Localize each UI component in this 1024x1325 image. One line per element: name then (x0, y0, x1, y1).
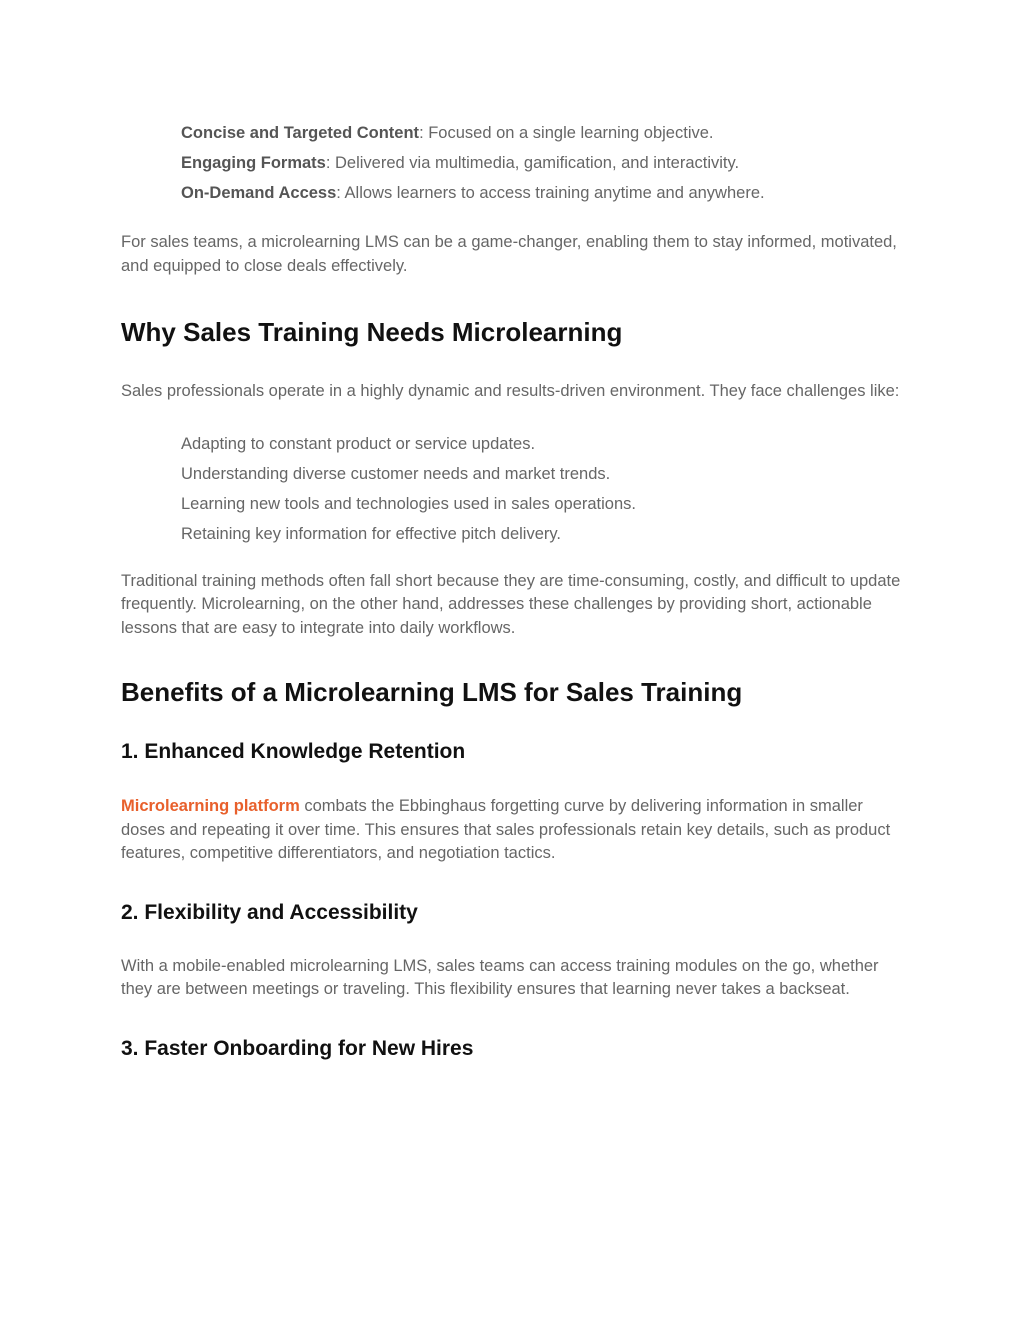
list-item: Understanding diverse customer needs and market trends. (181, 464, 611, 483)
list-item (181, 178, 901, 208)
list-item: Learning new tools and technologies used in sales operations. (181, 494, 636, 513)
benefit-2-paragraph: With a mobile-enabled microlearning LMS, sales teams can access training modules on the go, whether they are between meetings or traveling. This flexibility ensures that learning never takes a backseat. (121, 956, 879, 998)
list-item (181, 118, 901, 148)
section-heading-why: Why Sales Training Needs Microlearning (121, 317, 623, 347)
intro-paragraph: For sales teams, a microlearning LMS can be a game-changer, enabling them to stay informed, motivated, and equipped to close deals effectively. (121, 233, 897, 275)
benefit-3-title: 3. Faster Onboarding for New Hires (121, 1036, 474, 1060)
section-heading-benefits: Benefits of a Microlearning LMS for Sales Training (121, 677, 743, 707)
benefit-2-title: 2. Flexibility and Accessibility (121, 900, 418, 924)
challenges-list (121, 429, 901, 549)
list-item: Adapting to constant product or service updates. (181, 434, 536, 453)
microlearning-platform-link[interactable]: Microlearning platform (121, 797, 300, 815)
why-paragraph: Sales professionals operate in a highly dynamic and results-driven environment. They face challenges like: (121, 382, 900, 400)
why-closing-paragraph: Traditional training methods often fall short because they are time-consuming, costly, and difficult to update frequently. Microlearning, on the other hand, addresses these challenges by providing short, actionable lessons that are easy to integrate into daily workflows. (121, 571, 901, 637)
feature-description: : Delivered via multimedia, gamification, and interactivity. (325, 154, 740, 172)
benefit-1-title: 1. Enhanced Knowledge Retention (121, 740, 466, 763)
feature-term: On-Demand Access (181, 184, 337, 202)
feature-description: : Focused on a single learning objective. (419, 124, 714, 142)
feature-list (121, 118, 901, 208)
benefit-1-paragraph (121, 795, 901, 866)
list-item: Retaining key information for effective pitch delivery. (181, 524, 561, 543)
list-item (181, 148, 901, 178)
benefit-1-text: combats the Ebbinghaus forgetting curve by delivering information in smaller doses and repeating it over time. This ensures that sales professionals retain key details, such as product features, competitive differentiators, and negotiation tactics. (121, 797, 891, 862)
feature-description: : Allows learners to access training anytime and anywhere. (336, 184, 765, 202)
feature-term: Engaging Formats (181, 154, 326, 172)
feature-term: Concise and Targeted Content (181, 124, 420, 142)
document-content (121, 118, 901, 1063)
